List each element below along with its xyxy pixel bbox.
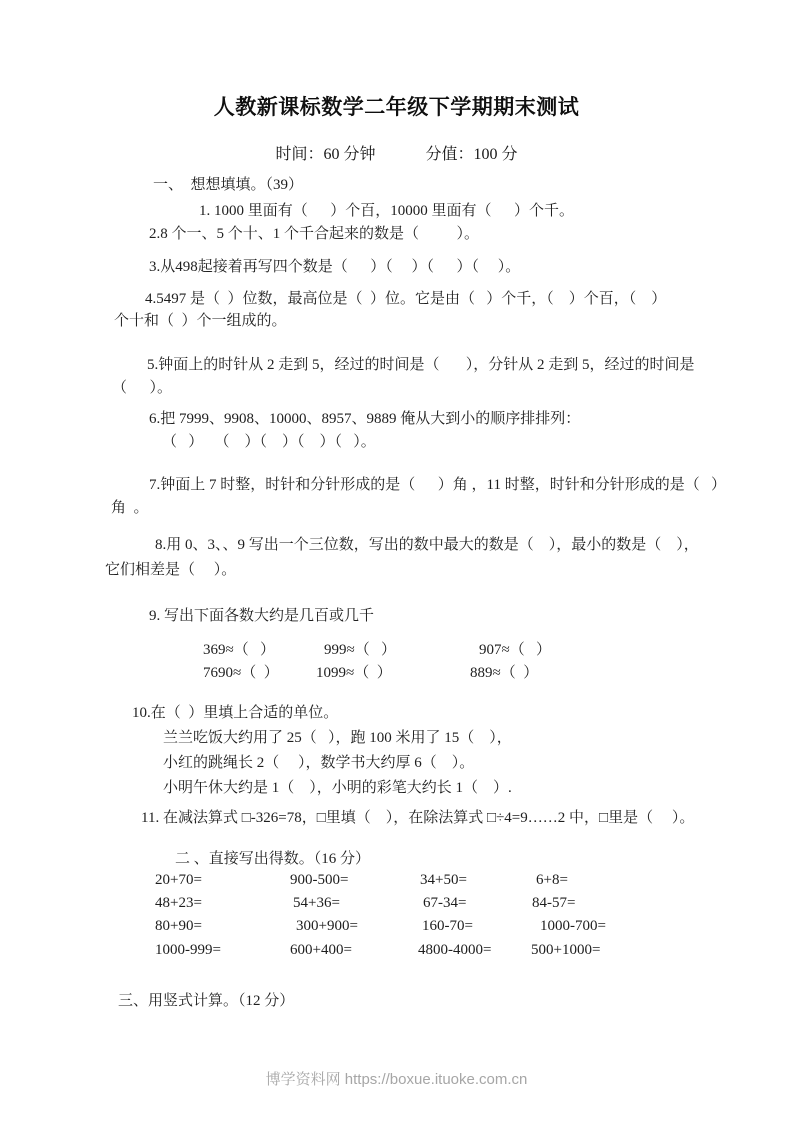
question-9-item: 369≈（ ） xyxy=(203,642,275,658)
question-8-line-1: 8.用 0、3、、9 写出一个三位数，写出的数中最大的数是（ ），最小的数是（ ）， xyxy=(155,537,699,553)
question-6-line-1: 6.把 7999、9908、10000、8957、9889 俺从大到小的顺序排排列： xyxy=(149,411,581,427)
question-4-line-2: 个十和（ ）个一组成的。 xyxy=(114,313,287,329)
calc-item: 160-70= xyxy=(422,918,473,934)
question-7-line-2: 角 。 xyxy=(111,500,149,516)
calc-item: 84-57= xyxy=(532,895,576,911)
section3-heading: 三、用竖式计算。（12 分） xyxy=(118,993,295,1009)
calc-item: 900-500= xyxy=(290,872,349,888)
question-1: 1. 1000 里面有（ ）个百，10000 里面有（ ）个千。 xyxy=(199,203,575,219)
question-11: 11. 在减法算式 □-326=78，□里填（ ），在除法算式 □÷4=9……2 中，□里是（ ）。 xyxy=(141,810,695,826)
question-9-heading: 9. 写出下面各数大约是几百或几千 xyxy=(149,608,375,624)
section1-heading: 一、 想想填填。（39） xyxy=(153,177,304,193)
question-10-line-1: 兰兰吃饭大约用了 25（ ），跑 100 米用了 15（ ）， xyxy=(163,730,512,746)
question-10-line-3: 小明午休大约是 1（ ），小明的彩笔大约长 1（ ）. xyxy=(163,780,512,796)
question-3: 3.从498起接着再写四个数是（ ）（ ）（ ）（ ）。 xyxy=(149,259,521,275)
calc-item: 34+50= xyxy=(420,872,467,888)
question-2: 2.8 个一、5 个十、1 个千合起来的数是（ ）。 xyxy=(149,226,480,242)
question-10-line-2: 小红的跳绳长 2（ ），数学书大约厚 6（ ）。 xyxy=(163,755,475,771)
calc-item: 6+8= xyxy=(536,872,568,888)
calc-item: 48+23= xyxy=(155,895,202,911)
section2-heading: 二 、直接写出得数。（16 分） xyxy=(175,851,371,867)
question-4-line-1: 4.5497 是（ ）位数，最高位是（ ）位。它是由（ ）个千，（ ）个百，（ ） xyxy=(145,291,667,307)
question-9-item: 907≈（ ） xyxy=(479,642,551,658)
score-label: 分值：100 分 xyxy=(425,146,518,163)
meta-line xyxy=(0,141,793,164)
calc-item: 80+90= xyxy=(155,918,202,934)
calc-item: 1000-999= xyxy=(155,942,221,958)
calc-item: 4800-4000= xyxy=(418,942,492,958)
question-9-item: 889≈（ ） xyxy=(470,665,539,681)
footer-watermark: 博学资料网 https://boxue.ituoke.com.cn xyxy=(265,1071,528,1088)
question-7-line-1: 7.钟面上 7 时整，时针和分针形成的是（ ）角 ，11 时整，时针和分针形成的是（ ） xyxy=(149,477,726,493)
question-8-line-2: 它们相差是（ ）。 xyxy=(105,562,237,578)
calc-item: 300+900= xyxy=(296,918,358,934)
calc-item: 20+70= xyxy=(155,872,202,888)
calc-item: 600+400= xyxy=(290,942,352,958)
question-9-item: 1099≈（ ） xyxy=(316,665,392,681)
question-5-line-1: 5.钟面上的时针从 2 走到 5，经过的时间是（ ），分针从 2 走到 5，经过的时间是 xyxy=(147,357,695,373)
calc-item: 1000-700= xyxy=(540,918,606,934)
question-9-item: 7690≈（ ） xyxy=(203,665,279,681)
calc-item: 67-34= xyxy=(423,895,467,911)
calc-item: 500+1000= xyxy=(531,942,601,958)
question-10-heading: 10.在（ ）里填上合适的单位。 xyxy=(132,705,339,721)
question-6-line-2: （ ） （ ）（ ）（ ）（ ）。 xyxy=(162,434,376,450)
question-9-item: 999≈（ ） xyxy=(324,642,396,658)
question-5-line-2: （ ）。 xyxy=(112,380,173,396)
calc-item: 54+36= xyxy=(293,895,340,911)
time-label: 时间：60 分钟 xyxy=(275,146,376,163)
page-title: 人教新课标数学二年级下学期期末测试 xyxy=(213,96,580,119)
